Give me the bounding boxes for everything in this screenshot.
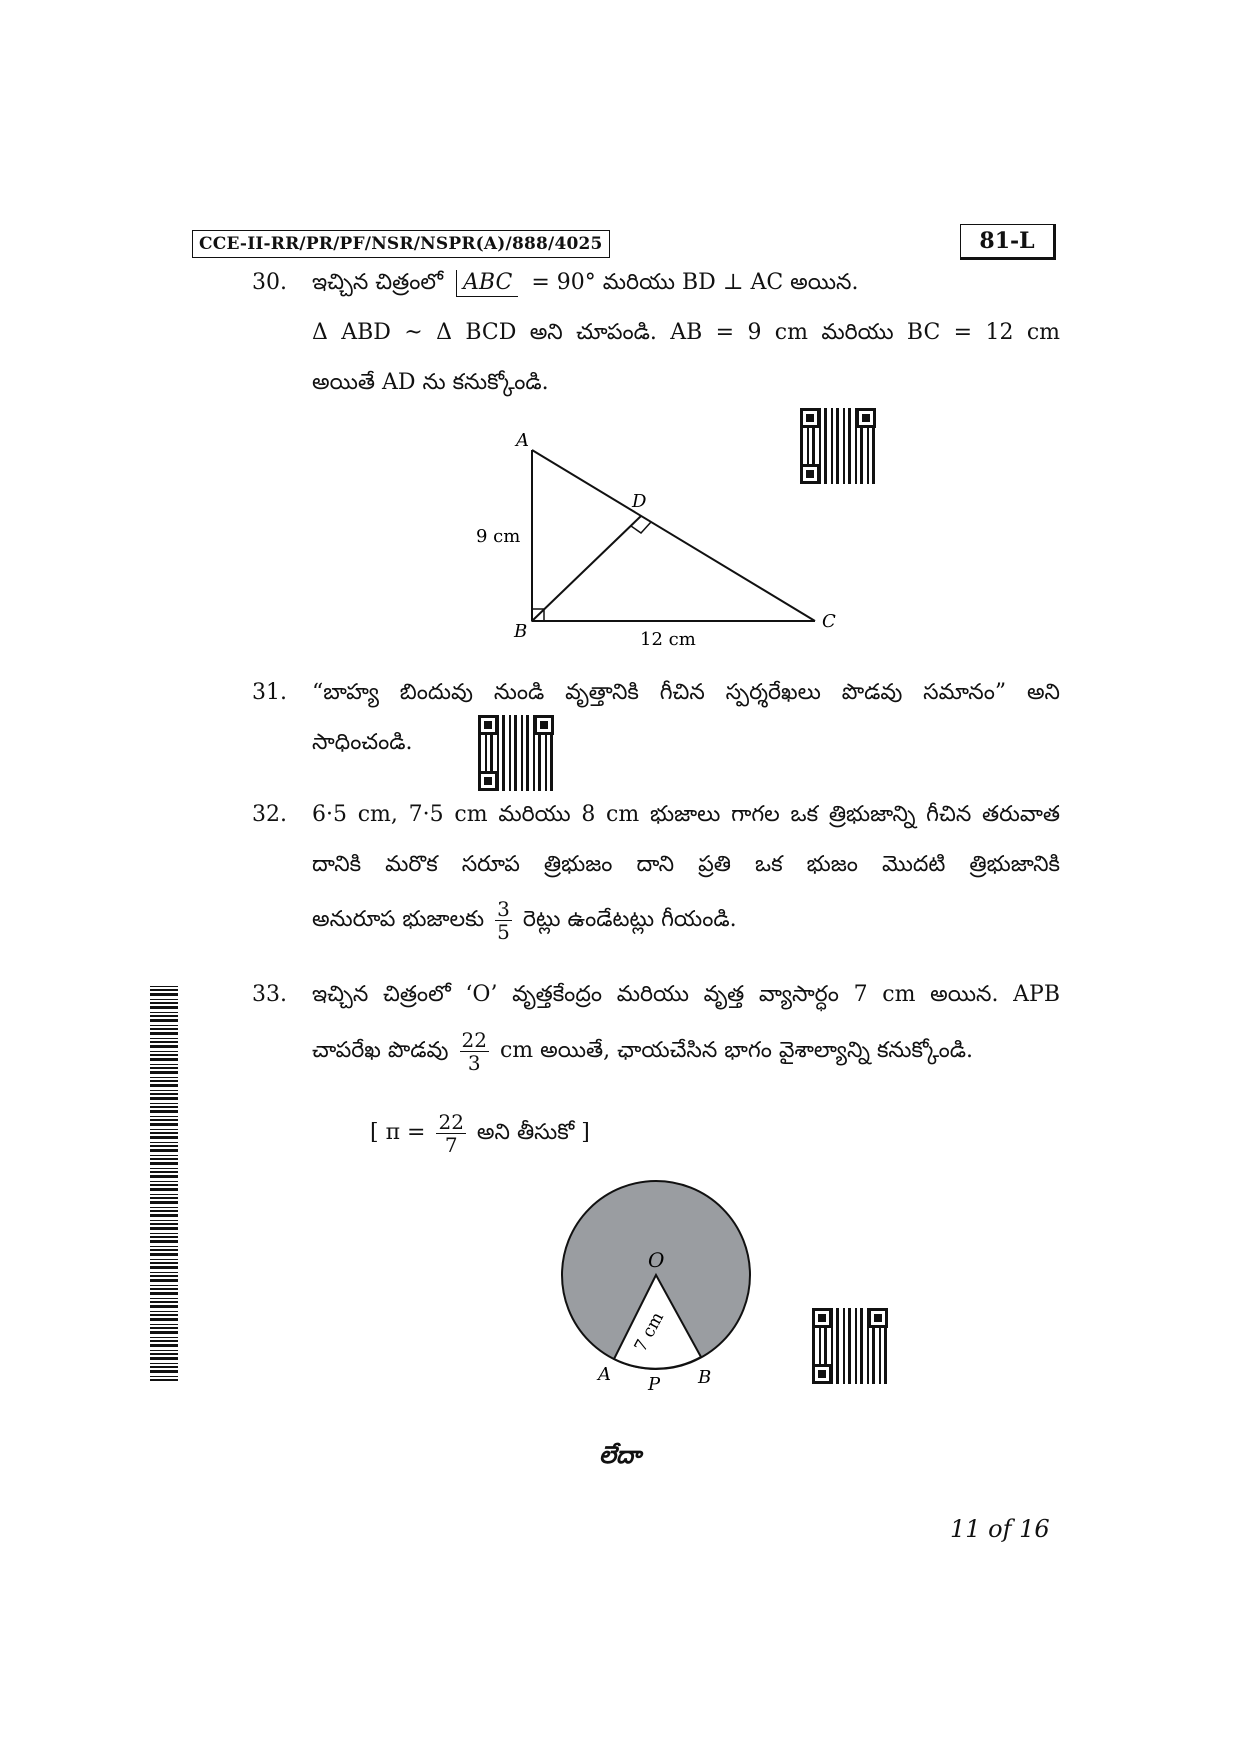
question-33-number: 33. <box>252 982 287 1007</box>
side-barcode <box>150 985 178 1381</box>
vertex-a-label: A <box>516 430 529 451</box>
question-33-line-1: ఇచ్చిన చిత్రంలో ‘O’ వృత్తకేంద్రం మరియు వృత్త వ్యాసార్ధం 7 cm అయిన. APB <box>312 982 1060 1007</box>
fraction-3-5: $\frac{3}{5}$ <box>497 896 510 944</box>
q33-text: cm అయితే, ఛాయచేసిన భాగం వైశాల్యాన్ని కనుక్కోండి. <box>499 1038 974 1063</box>
question-31-line-1: “బాహ్య బిందువు నుండి వృత్తానికి గీచిన స్పర్శరేఖలు పొడవు సమానం” అని <box>312 680 1060 705</box>
question-33-line-2 <box>312 1026 1060 1076</box>
page-number: 11 of 16 <box>950 1515 1050 1543</box>
question-30-line-3: అయితే AD ను కనుక్కోండి. <box>312 370 549 395</box>
point-p-label: P <box>648 1374 661 1395</box>
question-31-line-2: సాధించండి. <box>312 730 413 755</box>
q30-text: = 90° మరియు BD ⊥ AC అయిన. <box>531 270 859 295</box>
question-30-line-2: Δ ABD ~ Δ BCD అని చూపండి. AB = 9 cm మరియు BC = 12 cm <box>312 320 1060 345</box>
q32-text: రెట్లు ఉండేటట్లు గీయండి. <box>522 907 737 932</box>
or-separator: లేదా <box>599 1440 641 1469</box>
qr-code-q31[interactable] <box>478 715 554 791</box>
vertex-c-label: C <box>822 611 836 632</box>
q33-text: చాపరేఖ పొడవు <box>312 1038 449 1063</box>
radius-label: 7 cm <box>630 1308 669 1356</box>
q30-text: ఇచ్చిన చిత్రంలో <box>312 270 444 295</box>
qr-code-q33[interactable] <box>812 1308 888 1384</box>
question-30-line-1 <box>312 258 1060 308</box>
question-30-number: 30. <box>252 270 287 295</box>
question-32-line-2: దానికి మరొక సరూప త్రిభుజం దాని ప్రతి ఒక భుజం మొదటి త్రిభుజానికి <box>312 852 1060 877</box>
center-o-label: O <box>648 1248 665 1272</box>
q32-text: అనురూప భుజాలకు <box>312 907 485 932</box>
pi-value-note: [ π = $\frac{22}{7}$ అని తీసుకో ] <box>370 1109 590 1157</box>
angle-abc: ABC <box>456 270 518 297</box>
fraction-22-3: $\frac{22}{3}$ <box>461 1027 487 1075</box>
vertex-d-label: D <box>632 491 647 512</box>
qr-code-q30[interactable] <box>800 408 876 484</box>
question-32-number: 32. <box>252 802 287 827</box>
series-code: 81-L <box>960 224 1056 260</box>
question-31-number: 31. <box>252 680 287 705</box>
point-b-label: B <box>698 1367 712 1388</box>
paper-code: CCE-II-RR/PR/PF/NSR/NSPR(A)/888/4025 <box>192 230 610 258</box>
point-a-label: A <box>598 1364 611 1385</box>
fraction-22-7: $\frac{22}{7}$ <box>438 1109 464 1157</box>
vertex-b-label: B <box>514 621 528 642</box>
question-32-line-1: 6·5 cm, 7·5 cm మరియు 8 cm భుజాలు గాగల ఒక త్రిభుజాన్ని గీచిన తరువాత <box>312 802 1060 827</box>
side-ab-label: 9 cm <box>476 526 521 547</box>
side-bc-label: 12 cm <box>640 629 696 650</box>
question-32-line-3 <box>312 895 1060 945</box>
circle-sector-figure <box>550 1175 770 1405</box>
